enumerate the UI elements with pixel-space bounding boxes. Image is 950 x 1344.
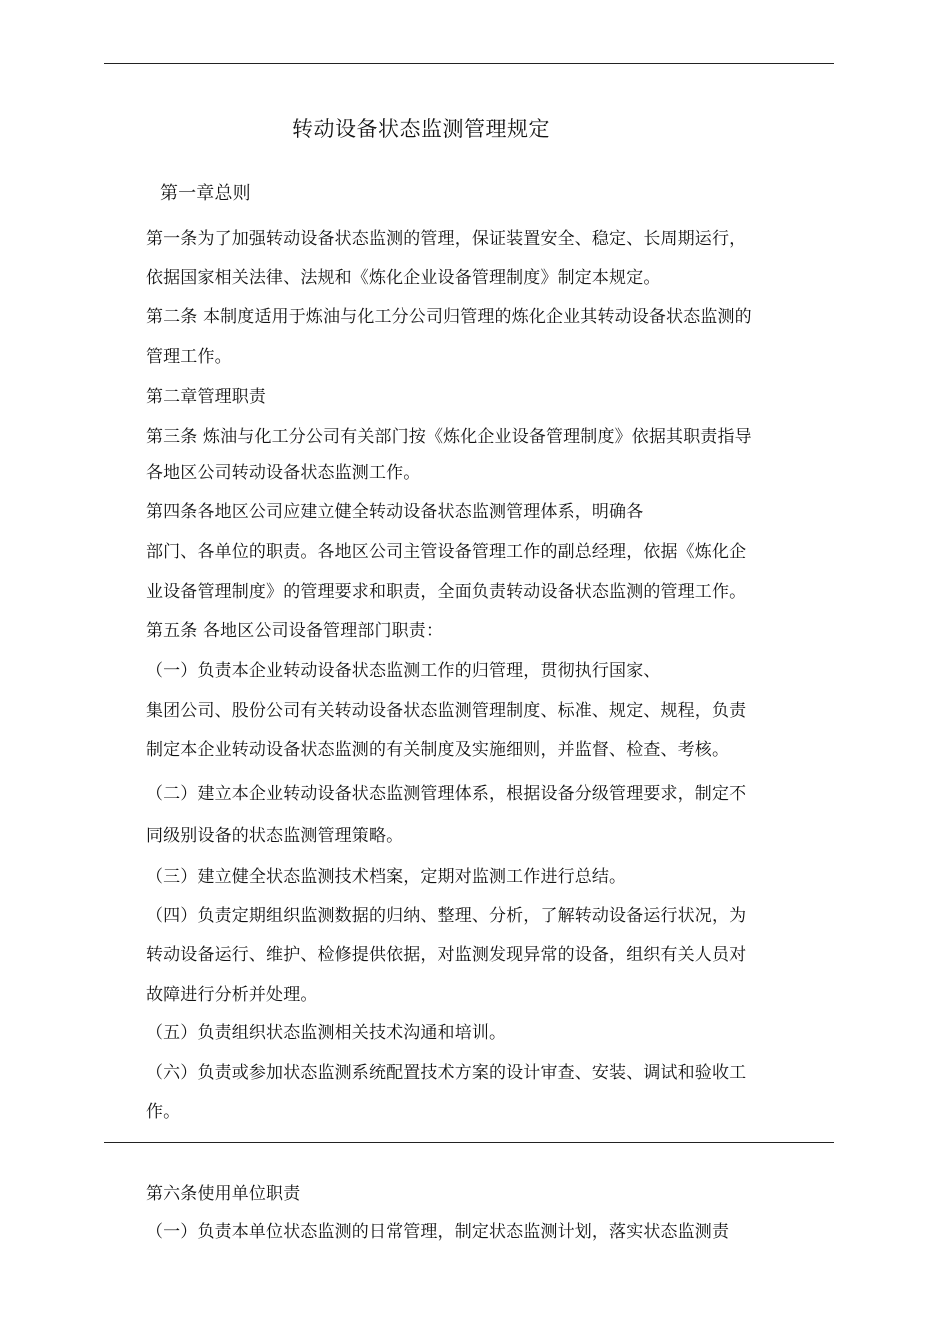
text-line: （一）负责本单位状态监测的日常管理，制定状态监测计划，落实状态监测责	[146, 1222, 730, 1242]
text-line: 第六条使用单位职责	[146, 1184, 301, 1204]
text-line: 集团公司、股份公司有关转动设备状态监测管理制度、标准、规定、规程，负责	[146, 701, 747, 721]
text-line: 各地区公司转动设备状态监测工作。	[146, 463, 421, 483]
top-rule	[104, 63, 834, 64]
chapter-heading: 第一章总则	[160, 183, 251, 204]
text-line: （六）负责或参加状态监测系统配置技术方案的设计审查、安装、调试和验收工	[146, 1063, 747, 1083]
text-line: 作。	[146, 1102, 181, 1122]
text-line: （四）负责定期组织监测数据的归纳、整理、分析，了解转动设备运行状况，为	[146, 906, 747, 926]
text-line: 业设备管理制度》的管理要求和职责，全面负责转动设备状态监测的管理工作。	[146, 582, 747, 602]
text-line: （五）负责组织状态监测相关技术沟通和培训。	[146, 1023, 507, 1043]
text-line: 第四条各地区公司应建立健全转动设备状态监测管理体系，明确各	[146, 502, 644, 522]
text-line: 故障进行分析并处理。	[146, 985, 318, 1005]
document-title: 转动设备状态监测管理规定	[292, 117, 550, 141]
text-line: 管理工作。	[146, 347, 232, 367]
text-line: 依据国家相关法律、法规和《炼化企业设备管理制度》制定本规定。	[146, 268, 661, 288]
text-line: 第三条 炼油与化工分公司有关部门按《炼化企业设备管理制度》依据其职责指导	[146, 427, 752, 447]
text-line: 第五条 各地区公司设备管理部门职责：	[146, 621, 444, 641]
text-line: 第二条 本制度适用于炼油与化工分公司归管理的炼化企业其转动设备状态监测的	[146, 307, 752, 327]
text-line: （三）建立健全状态监测技术档案，定期对监测工作进行总结。	[146, 867, 627, 887]
text-line: （一）负责本企业转动设备状态监测工作的归管理，贯彻执行国家、	[146, 661, 661, 681]
text-line: 第一条为了加强转动设备状态监测的管理，保证装置安全、稳定、长周期运行，	[146, 229, 747, 249]
chapter-heading: 第二章管理职责	[146, 387, 267, 407]
text-line: （二）建立本企业转动设备状态监测管理体系，根据设备分级管理要求，制定不	[146, 784, 747, 804]
text-line: 制定本企业转动设备状态监测的有关制度及实施细则，并监督、检查、考核。	[146, 740, 730, 760]
text-line: 转动设备运行、维护、检修提供依据，对监测发现异常的设备，组织有关人员对	[146, 945, 747, 965]
page-break-rule	[104, 1142, 834, 1143]
text-line: 同级别设备的状态监测管理策略。	[146, 826, 404, 846]
text-line: 部门、各单位的职责。各地区公司主管设备管理工作的副总经理，依据《炼化企	[146, 542, 747, 562]
